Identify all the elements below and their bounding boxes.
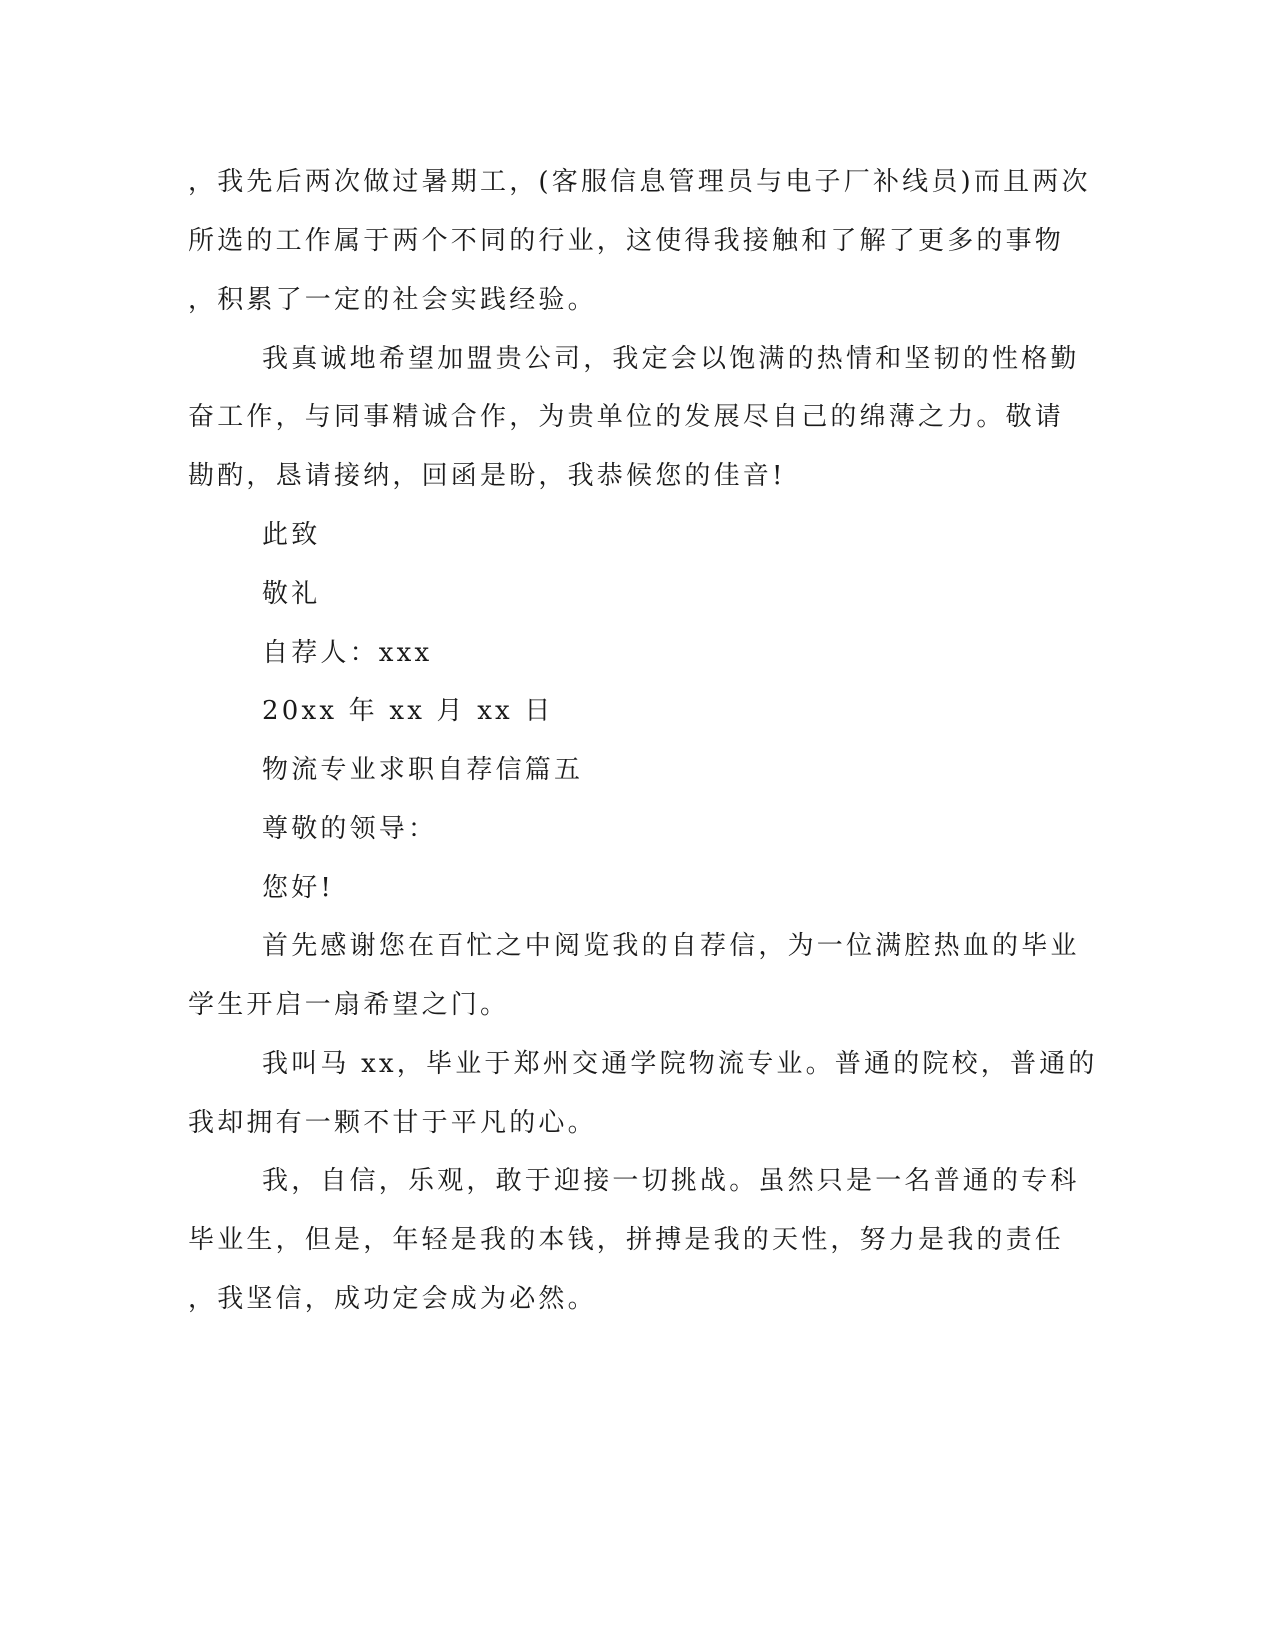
date-line: 20xx 年 xx 月 xx 日 — [262, 696, 554, 726]
text-line-1: ，我先后两次做过暑期工，(客服信息管理员与电子厂补线员)而且两次 — [188, 167, 1091, 197]
signature-line: 自荐人：xxx — [262, 638, 433, 668]
hello-line: 您好! — [262, 873, 335, 903]
text-line-3: ，积累了一定的社会实践经验。 — [188, 285, 597, 315]
closing-salutation: 此致 — [262, 520, 321, 550]
text-line-18: 我，自信，乐观，敢于迎接一切挑战。虽然只是一名普通的专科 — [262, 1166, 1080, 1196]
closing-regards: 敬礼 — [262, 579, 321, 609]
text-line-5: 奋工作，与同事精诚合作，为贵单位的发展尽自己的绵薄之力。敬请 — [188, 402, 1065, 432]
text-line-16: 我叫马 xx，毕业于郑州交通学院物流专业。普通的院校，普通的 — [262, 1049, 1098, 1079]
text-line-15: 学生开启一扇希望之门。 — [188, 990, 510, 1020]
text-line-20: ，我坚信，成功定会成为必然。 — [188, 1284, 597, 1314]
greeting: 尊敬的领导： — [262, 814, 438, 844]
text-line-19: 毕业生，但是，年轻是我的本钱，拼搏是我的天性，努力是我的责任 — [188, 1225, 1065, 1255]
text-line-14: 首先感谢您在百忙之中阅览我的自荐信，为一位满腔热血的毕业 — [262, 931, 1080, 961]
text-line-17: 我却拥有一颗不甘于平凡的心。 — [188, 1108, 597, 1138]
text-line-4: 我真诚地希望加盟贵公司，我定会以饱满的热情和坚韧的性格勤 — [262, 344, 1080, 374]
text-line-6: 勘酌，恳请接纳，回函是盼，我恭候您的佳音! — [188, 461, 786, 491]
text-line-2: 所选的工作属于两个不同的行业，这使得我接触和了解了更多的事物 — [188, 226, 1065, 256]
section-title: 物流专业求职自荐信篇五 — [262, 755, 584, 785]
